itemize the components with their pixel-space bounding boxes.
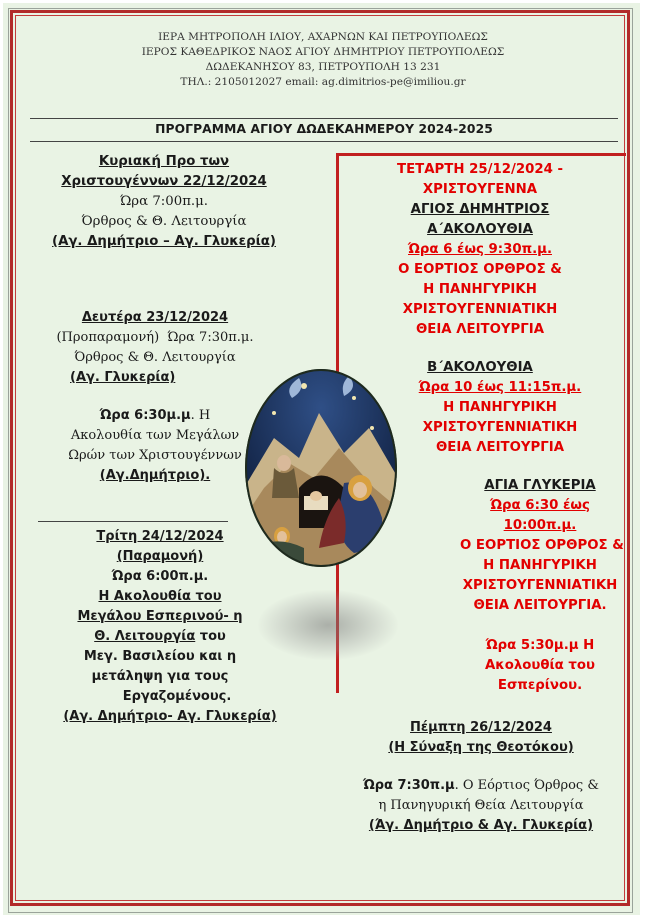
thursday-text-2: η Πανηγυρική Θεία Λειτουργία [378,798,584,813]
first-service-time: Ώρα 6 έως 9:30π.μ. [408,242,552,257]
vespers-line-2: Ακολουθία του [484,658,596,673]
first-service-line-2: Η ΠΑΝΗΓΥΡΙΚΗ [423,282,537,297]
monday-evening-text-2: Ακολουθία των Μεγάλων [70,428,240,443]
christmas-heading-2: ΧΡΙΣΤΟΥΓΕΝΝΑ [422,182,538,197]
vespers-line-1: Ώρα 5:30μ.μ Η [485,638,595,653]
vespers-line-3: Εσπερίνου. [497,678,583,693]
page-title: ΠΡΟΓΡΑΜΜΑ ΑΓΙΟΥ ΔΩΔΕΚΑΗΜΕΡΟΥ 2024-2025 [155,122,493,136]
tuesday-line-3: Θ. Λειτουργία [94,629,196,644]
tuesday-line-6: Εργαζομένους. [122,689,232,704]
thursday-heading: Πέμπτη 26/12/2024 [410,720,552,735]
monday-heading: Δευτέρα 23/12/2024 [81,310,229,325]
monday-evening-text-3: Ωρών των Χριστουγέννων [68,448,242,463]
tuesday-place: (Αγ. Δημήτριο- Αγ. Γλυκερία) [63,709,277,724]
first-service-line-3: ΧΡΙΣΤΟΥΓΕΝΝΙΑΤΙΚΗ [402,302,558,317]
tuesday-line-2: Μεγάλου Εσπερινού- η [77,609,243,624]
second-service-line-1: Η ΠΑΝΗΓΥΡΙΚΗ [443,400,557,415]
tuesday-heading: Τρίτη 24/12/2024 [96,529,224,544]
first-service-label: Α΄ΑΚΟΛΟΥΘΙΑ [427,222,533,237]
title-rule-bottom [30,141,618,142]
header-line-1: ΙΕΡΑ ΜΗΤΡΟΠΟΛΗ ΙΛΙΟΥ, ΑΧΑΡΝΩΝ ΚΑΙ ΠΕΤΡΟΥΠΟΛΕΩΣ [158,31,488,43]
icon-shadow [258,590,398,660]
thursday-block [344,718,618,836]
sunday-heading-2: Χριστουγέννων 22/12/2024 [61,174,267,189]
second-service-label: Β΄ΑΚΟΛΟΥΘΙΑ [427,360,533,375]
monday-line-1 [30,328,280,348]
monday-time: Ώρα 7:30π.μ. [167,330,254,345]
monday-block [30,308,280,486]
glykeria-time-2: 10:00π.μ. [503,518,577,533]
church-agios-dimitrios: ΑΓΙΟΣ ΔΗΜΗΤΡΙΟΣ [410,202,550,217]
tuesday-subheading: (Παραμονή) [116,549,204,564]
nativity-icon [244,368,398,568]
monday-evening-text-1: . Η [190,408,211,423]
thursday-time: Ώρα 7:30π.μ [363,778,455,793]
thursday-subheading: (Η Σύναξη της Θεοτόκου) [388,740,574,755]
thursday-place: (Άγ. Δημήτριο & Αγ. Γλυκερία) [368,818,594,833]
second-service-line-3: ΘΕΙΑ ΛΕΙΤΟΥΡΓΙΑ [435,440,565,455]
glykeria-line-2: Η ΠΑΝΗΓΥΡΙΚΗ [483,558,597,573]
tuesday-line-4: Μεγ. Βασιλείου και η [83,649,237,664]
tuesday-line-1: Η Ακολουθία του [98,589,222,604]
church-agia-glykeria: ΑΓΙΑ ΓΛΥΚΕΡΙΑ [484,478,596,493]
first-service-line-4: ΘΕΙΑ ΛΕΙΤΟΥΡΓΙΑ [415,322,545,337]
header-line-4: ΤΗΛ.: 2105012027 email: ag.dimitrios-pe@imiliou.gr [180,76,466,88]
glykeria-line-1: Ο ΕΟΡΤΙΟΣ ΟΡΘΡΟΣ & [460,538,624,553]
tuesday-line-5: μετάληψη για τους [91,669,229,684]
thursday-text-1: . Ο Εόρτιος Όρθρος & [454,778,599,793]
second-service-time: Ώρα 10 έως 11:15π.μ. [418,380,582,395]
monday-place: (Αγ. Γλυκερία) [70,370,176,385]
monday-evening-time: Ώρα 6:30μ.μ [99,408,191,423]
glykeria-line-3: ΧΡΙΣΤΟΥΓΕΝΝΙΑΤΙΚΗ [462,578,618,593]
tuesday-line-3-rest: του [195,629,226,644]
second-service-line-2: ΧΡΙΣΤΟΥΓΕΝΝΙΑΤΙΚΗ [422,420,578,435]
tuesday-time: Ώρα 6:00π.μ. [111,569,209,584]
christmas-heading-1: ΤΕΤΑΡΤΗ 25/12/2024 - [397,162,563,177]
monday-evening-place: (Αγ.Δημήτριο). [99,468,211,483]
tuesday-rule [38,521,228,522]
header [40,30,606,90]
sunday-heading-1: Κυριακή Προ των [98,154,230,169]
glykeria-time-1: Ώρα 6:30 έως [490,498,590,513]
sunday-time: Ώρα 7:00π.μ. [119,194,209,209]
sunday-service: Όρθρος & Θ. Λειτουργία [81,214,247,229]
title-rule-top [30,118,618,119]
first-service-line-1: Ο ΕΟΡΤΙΟΣ ΟΡΘΡΟΣ & [398,262,562,277]
monday-eve-label: (Προπαραμονή) [56,330,160,345]
header-line-3: ΔΩΔΕΚΑΝΗΣΟΥ 83, ΠΕΤΡΟΥΠΟΛΗ 13 231 [205,61,441,73]
monday-service: Όρθρος & Θ. Λειτουργία [74,350,236,365]
sunday-place: (Αγ. Δημήτριο – Αγ. Γλυκερία) [52,234,276,249]
header-line-2: ΙΕΡΟΣ ΚΑΘΕΔΡΙΚΟΣ ΝΑΟΣ ΑΓΙΟΥ ΔΗΜΗΤΡΙΟΥ ΠΕΤΡΟΥΠΟΛΕΩΣ [141,46,505,58]
sunday-block [40,152,288,252]
glykeria-line-4: ΘΕΙΑ ΛΕΙΤΟΥΡΓΙΑ. [473,598,607,613]
